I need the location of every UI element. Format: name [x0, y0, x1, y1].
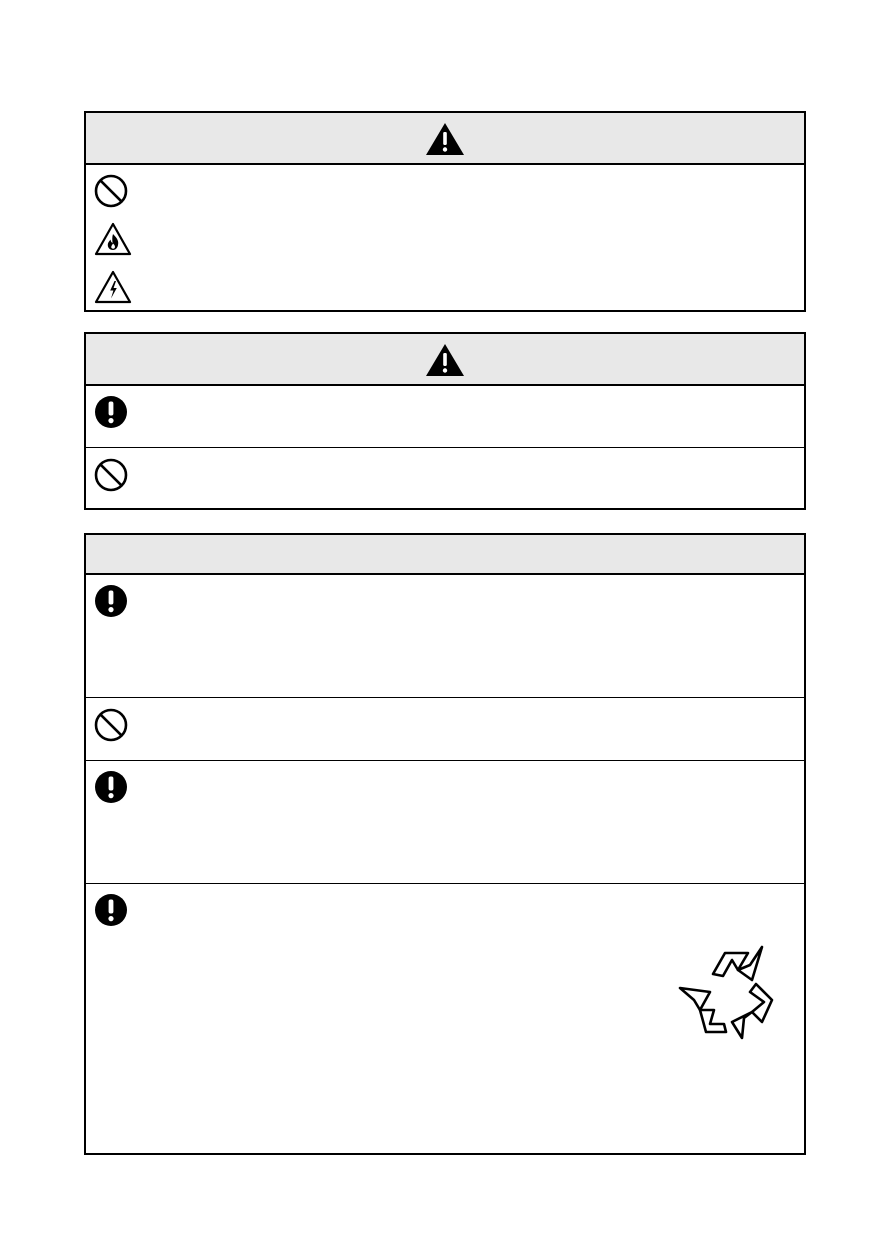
warning-row [86, 386, 804, 448]
mandatory-action-icon [94, 584, 128, 623]
warning-row [86, 448, 804, 508]
warning-row [86, 165, 804, 214]
warning-row [86, 214, 804, 264]
panel-title [86, 535, 804, 573]
panel-header [86, 113, 804, 165]
mandatory-action-icon [94, 395, 128, 434]
caution-row [86, 761, 804, 884]
fire-hazard-icon [94, 222, 132, 261]
panel-title [86, 113, 804, 163]
mandatory-action-icon [94, 893, 128, 932]
prohibited-icon [94, 174, 128, 213]
mandatory-action-icon [94, 770, 128, 809]
panel-header [86, 535, 804, 575]
caution-row [86, 698, 804, 761]
warning-panel-1 [84, 111, 806, 312]
electric-shock-icon [94, 270, 132, 309]
warning-row [86, 264, 804, 310]
caution-row [86, 884, 804, 1153]
panel-header [86, 334, 804, 386]
panel-title [86, 334, 804, 384]
prohibited-icon [94, 458, 128, 497]
warning-panel-2 [84, 332, 806, 510]
caution-panel [84, 533, 806, 1155]
prohibited-icon [94, 708, 128, 747]
caution-row [86, 575, 804, 698]
recycle-icon [676, 944, 780, 1047]
